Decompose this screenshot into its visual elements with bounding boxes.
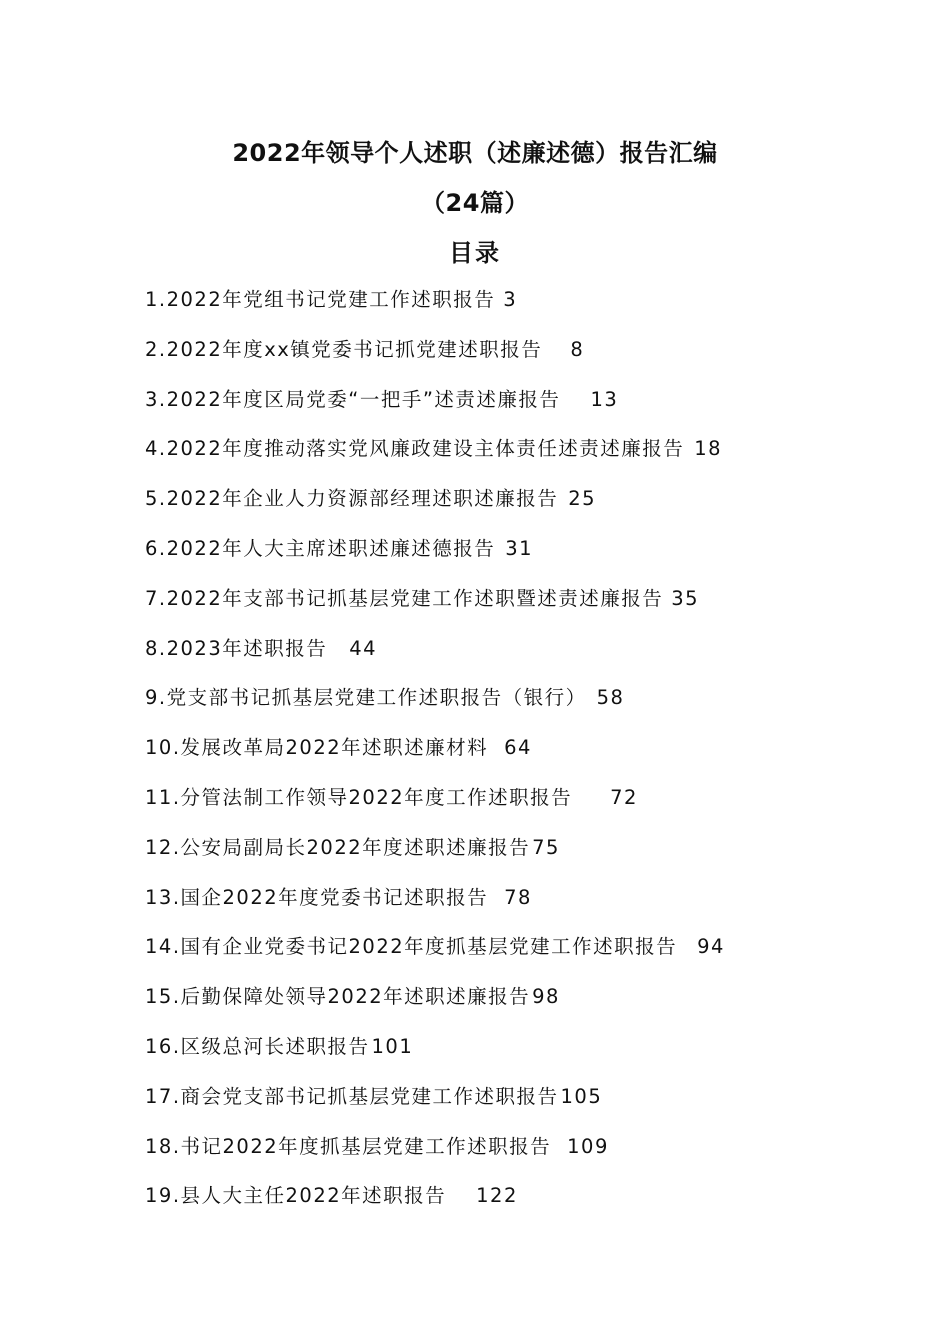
toc-item-page-number: 64 xyxy=(504,736,532,760)
toc-item[interactable] xyxy=(145,635,865,685)
toc-item-label: 16.区级总河长述职报告 xyxy=(145,1034,370,1058)
toc-item[interactable] xyxy=(145,784,865,834)
toc-item-page-number: 78 xyxy=(504,885,532,909)
toc-item-page-number: 18 xyxy=(694,437,723,461)
toc-item-label: 7.2022年支部书记抓基层党建工作述职暨述责述廉报告 xyxy=(145,586,664,610)
toc-item-page-number: 101 xyxy=(371,1034,414,1058)
table-of-contents xyxy=(145,286,865,1232)
toc-item[interactable] xyxy=(145,1133,865,1183)
toc-item-label: 2.2022年度xx镇党委书记抓党建述职报告 xyxy=(145,337,543,361)
toc-item-label: 10.发展改革局2022年述职述廉材料 xyxy=(145,736,489,760)
toc-item-label: 15.后勤保障处领导2022年述职述廉报告 xyxy=(145,985,531,1009)
toc-item-page-number: 94 xyxy=(697,935,725,959)
toc-item[interactable] xyxy=(145,535,865,585)
toc-item-label: 18.书记2022年度抓基层党建工作述职报告 xyxy=(145,1134,552,1158)
toc-item-page-number: 25 xyxy=(568,487,597,511)
toc-item-page-number: 3 xyxy=(503,288,518,311)
toc-item[interactable] xyxy=(145,435,865,485)
toc-item-label: 11.分管法制工作领导2022年度工作述职报告 xyxy=(145,785,573,809)
toc-item[interactable] xyxy=(145,485,865,535)
toc-item[interactable] xyxy=(145,834,865,884)
toc-item[interactable] xyxy=(145,1033,865,1083)
toc-item-page-number: 75 xyxy=(532,835,560,859)
document-subtitle: （24篇） xyxy=(421,189,529,217)
toc-item[interactable] xyxy=(145,884,865,934)
toc-item[interactable] xyxy=(145,734,865,784)
toc-item-label: 13.国企2022年度党委书记述职报告 xyxy=(145,885,489,909)
toc-item-label: 19.县人大主任2022年述职报告 xyxy=(145,1184,447,1208)
toc-item[interactable] xyxy=(145,286,865,336)
toc-item[interactable] xyxy=(145,933,865,983)
toc-item-label: 6.2022年人大主席述职述廉述德报告 xyxy=(145,536,496,560)
toc-item-label: 12.公安局副局长2022年度述职述廉报告 xyxy=(145,835,531,859)
toc-item[interactable] xyxy=(145,336,865,386)
toc-item-label: 4.2022年度推动落实党风廉政建设主体责任述责述廉报告 xyxy=(145,437,685,461)
toc-item[interactable] xyxy=(145,1083,865,1133)
toc-item[interactable] xyxy=(145,585,865,635)
toc-item-page-number: 13 xyxy=(590,387,619,411)
toc-item-label: 8.2023年述职报告 xyxy=(145,636,328,660)
toc-item[interactable] xyxy=(145,983,865,1033)
toc-item-page-number: 58 xyxy=(596,686,625,710)
toc-item-page-number: 8 xyxy=(570,337,585,361)
toc-item-label: 3.2022年度区局党委“一把手”述责述廉报告 xyxy=(145,387,561,411)
toc-item-page-number: 72 xyxy=(610,785,638,809)
toc-item-label: 14.国有企业党委书记2022年度抓基层党建工作述职报告 xyxy=(145,935,678,959)
toc-item-page-number: 105 xyxy=(560,1084,603,1108)
toc-item[interactable] xyxy=(145,386,865,436)
toc-item-page-number: 122 xyxy=(476,1184,518,1208)
toc-item-label: 1.2022年党组书记党建工作述职报告 xyxy=(145,288,496,311)
toc-item[interactable] xyxy=(145,1182,865,1232)
toc-item[interactable] xyxy=(145,684,865,734)
toc-item-label: 5.2022年企业人力资源部经理述职述廉报告 xyxy=(145,487,559,511)
toc-item-page-number: 31 xyxy=(505,536,534,560)
toc-item-page-number: 35 xyxy=(671,586,700,610)
toc-heading: 目录 xyxy=(449,239,501,267)
toc-item-label: 9.党支部书记抓基层党建工作述职报告（银行） xyxy=(145,686,587,710)
toc-item-page-number: 44 xyxy=(349,636,378,660)
toc-item-page-number: 98 xyxy=(532,985,560,1009)
toc-item-page-number: 109 xyxy=(567,1134,609,1158)
document-title: 2022年领导个人述职（述廉述德）报告汇编 xyxy=(232,139,718,167)
toc-item-label: 17.商会党支部书记抓基层党建工作述职报告 xyxy=(145,1084,559,1108)
